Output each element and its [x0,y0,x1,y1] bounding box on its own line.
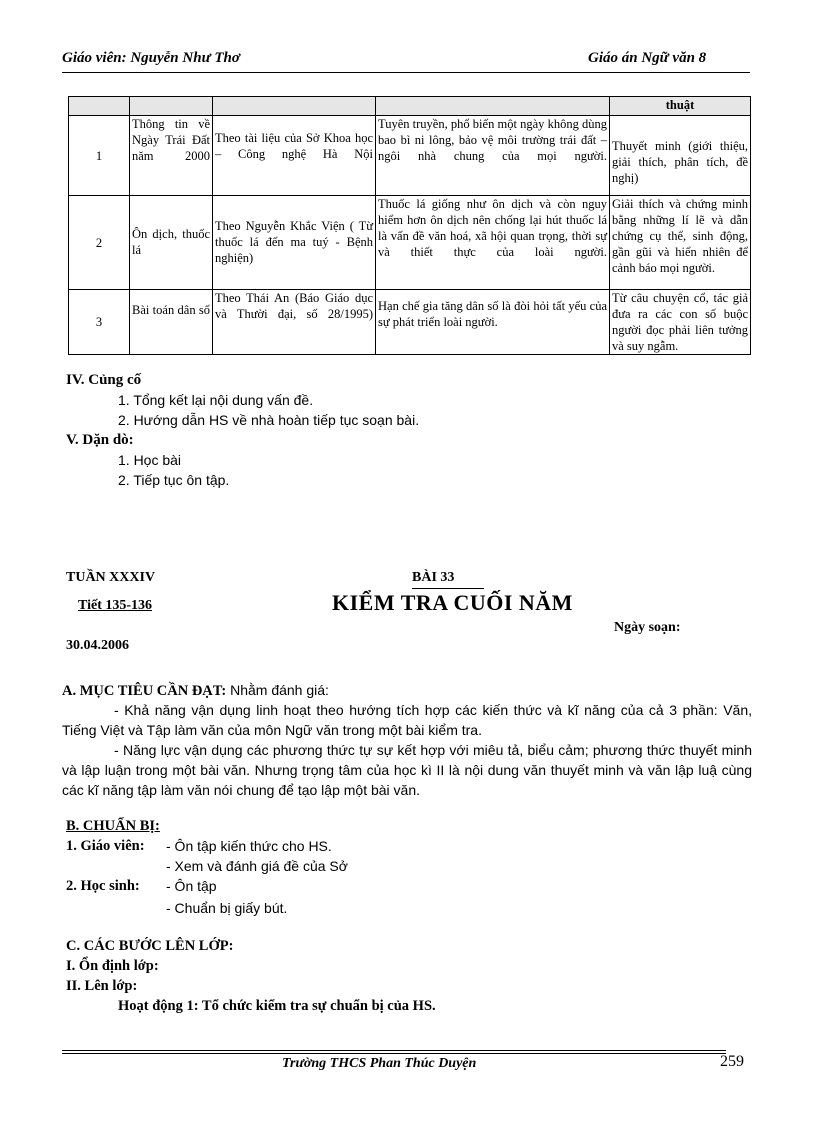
step-2: II. Lên lớp: [66,978,138,994]
row-number: 1 [69,116,130,196]
section-iv-item: 2. Hướng dẫn HS về nhà hoàn tiếp tục soạn bài. [118,412,420,428]
row-method: Giải thích và chứng minh bằng những lí lẽ và dẫn chứng cụ thể, sinh động, gần gũi và hiển nhiên để cảnh báo mọi người. [610,196,751,290]
page-number: 259 [720,1053,744,1070]
row-method: Thuyết minh (giới thiệu, giải thích, phân tích, đề nghị) [610,116,751,196]
lesson-date: 30.04.2006 [66,638,129,653]
row-method: Từ câu chuyện cổ, tác giả đưa ra các con số buộc người đọc phải liên tưởng và suy ngẫm. [610,290,751,355]
section-b-teacher-label: 1. Giáo viên: [66,838,145,854]
section-v-title: V. Dặn dò: [66,432,134,448]
lesson-number-underline [412,588,484,589]
lesson-number: BÀI 33 [412,570,455,585]
row-title: Thông tin về Ngày Trái Đất năm 2000 [130,116,213,196]
week-label: TUẦN XXXIV [66,570,156,585]
table-row [69,196,751,290]
row-content: Tuyên truyền, phổ biến một ngày không dùng bao bì ni lông, bảo vệ môi trường trái đất – ngôi nhà chung của mọi người. [376,116,610,196]
row-content: Hạn chế gia tăng dân số là đòi hỏi tất yếu của sự phát triển loài người. [376,290,610,355]
section-a-paragraph-1: - Khả năng vận dụng linh hoạt theo hướng tích hợp các kiến thức và kĩ năng của cả 3 phần: Văn, Tiếng Việt và Tập làm văn của môn Ngữ văn trong một bài kiểm tra. [62,702,752,738]
table-row [69,116,751,196]
header-cell [130,97,213,116]
header-cell [376,97,610,116]
header-rule [62,72,750,73]
section-b-student-label: 2. Học sinh: [66,878,140,894]
header-cell [69,97,130,116]
section-v-item: 2. Tiếp tục ôn tập. [118,472,230,488]
teacher-prep-item: - Ôn tập kiến thức cho HS. [166,838,332,854]
footer-rule-thin [62,1053,726,1054]
prep-date-label: Ngày soạn: [614,620,681,635]
periods-label: Tiết 135-136 [78,598,153,613]
row-content: Thuốc lá giống như ôn dịch và còn nguy hiểm hơn ôn dịch nên chống lại hút thuốc lá là vấn đề văn hoá, xã hội quan trọng, thời sự và thiết thực của loài người. [376,196,610,290]
section-iv-item: 1. Tổng kết lại nội dung vấn đề. [118,392,314,408]
section-a-intro: Nhằm đánh giá: [226,682,329,698]
section-a-paragraph-2: - Năng lực vận dụng các phương thức tự sự kết hợp với miêu tả, biểu cảm; phương thức thuyết minh và lập luận trong một bài văn. Nhưng trọng tâm của học kì II là nội dung văn thuyết minh và văn lập luậ cùng các kĩ năng tập làm văn nói chung để tạo lập một bài văn. [62,742,752,798]
footer-school: Trường THCS Phan Thúc Duyện [282,1056,477,1071]
row-source: Theo tài liệu của Sở Khoa học – Công nghệ Hà Nội [213,116,376,196]
section-a-label: A. MỤC TIÊU CẦN ĐẠT: [62,683,227,699]
teacher-prep-item: - Xem và đánh giá đề của Sở [166,858,348,874]
row-number: 3 [69,290,130,355]
row-title: Ôn dịch, thuốc lá [130,196,213,290]
header-cell [213,97,376,116]
section-a-heading [62,680,752,701]
student-prep-item: - Chuẩn bị giấy bút. [166,900,288,916]
row-title: Bài toán dân số [130,290,213,355]
step-1: I. Ổn định lớp: [66,958,159,974]
lesson-title: KIỂM TRA CUỐI NĂM [332,590,573,615]
section-b-title: B. CHUẨN BỊ: [66,818,160,834]
table-header-row [69,97,751,116]
activity-1: Hoạt động 1: Tổ chức kiểm tra sự chuẩn bị của HS. [118,998,436,1014]
student-prep-item: - Ôn tập [166,878,217,894]
header-subject: Giáo án Ngữ văn 8 [588,50,707,66]
section-iv-title: IV. Củng cố [66,372,142,388]
header-teacher: Giáo viên: Nguyễn Như Thơ [62,50,240,66]
section-c-title: C. CÁC BƯỚC LÊN LỚP: [66,938,234,954]
table-row [69,290,751,355]
section-v-item: 1. Học bài [118,452,182,468]
header-cell: thuật [610,97,751,116]
summary-table [68,96,751,355]
footer-rule [62,1050,726,1051]
row-source: Theo Thái An (Báo Giáo dục và Thười đại, số 28/1995) [213,290,376,355]
row-number: 2 [69,196,130,290]
row-source: Theo Nguyễn Khắc Viện ( Từ thuốc lá đến ma tuý - Bệnh nghiện) [213,196,376,290]
